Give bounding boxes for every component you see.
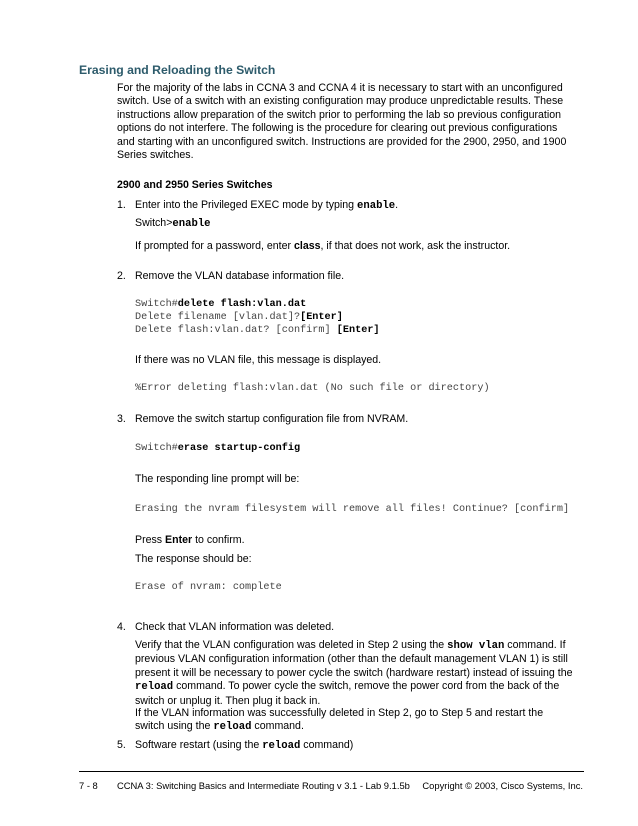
step-1-prompt: Switch> xyxy=(135,217,173,229)
step-2-code-line-2 xyxy=(135,312,343,323)
step-1-note-password: class xyxy=(293,240,321,252)
step-2-text: Remove the VLAN database information file. xyxy=(135,270,345,282)
step-1-text-pre: Enter into the Privileged EXEC mode by typing xyxy=(135,199,357,211)
step-4-p1-a: Verify that the VLAN configuration was deleted in Step 2 using the xyxy=(135,639,448,651)
step-1-number: 1. xyxy=(117,199,126,211)
step-2-note: If there was no VLAN file, this message is displayed. xyxy=(135,354,382,366)
step-3-response: Erase of nvram: complete xyxy=(135,582,282,593)
step-3-prompt: Switch# xyxy=(135,443,178,454)
step-3-text: Remove the switch startup configuration file from NVRAM. xyxy=(135,413,409,425)
step-2-code-line-1 xyxy=(135,299,306,310)
step-4-p2-b: command. xyxy=(251,720,304,733)
step-5-command: reload xyxy=(262,740,301,752)
step-2-line-3-text: Delete flash:vlan.dat? [confirm] xyxy=(135,325,337,336)
step-2-line-2-text: Delete filename [vlan.dat]? xyxy=(135,312,301,323)
step-3-press-post: to confirm. xyxy=(192,534,245,546)
step-3-press-key: Enter xyxy=(165,534,193,546)
step-5-text xyxy=(135,739,353,752)
step-4-number: 4. xyxy=(117,621,126,633)
step-2-error-output: %Error deleting flash:vlan.dat (No such file or directory) xyxy=(135,383,490,394)
intro-paragraph: For the majority of the labs in CCNA 3 and CCNA 4 it is necessary to start with an unconfigured switch. Use of a switch with an existing configuration may produce unpredictable results. These instructions allow preparation of the switch prior to performing the lab so previous configuration options do not interfere. The following is the procedure for clearing out previous configurations and starting with an unconfigured switch. Instructions are provided for the 2900, 2950, and 1900 Series switches. xyxy=(117,82,567,162)
step-4-p1-command-reload: reload xyxy=(135,681,174,694)
footer-page-number: 7 - 8 xyxy=(79,780,98,791)
step-3-press-enter xyxy=(135,534,245,546)
step-4-paragraph-2 xyxy=(135,707,573,735)
step-2-line-1-command: delete flash:vlan.dat xyxy=(177,299,307,310)
step-4-p2-a: If the VLAN information was successfully deleted in Step 2, go to Step 5 and restart the switch using the xyxy=(135,707,544,733)
step-3-response-note: The response should be: xyxy=(135,553,252,565)
step-1-text xyxy=(135,199,398,212)
step-4-paragraph-1 xyxy=(135,639,573,708)
step-2-line-3-key: [Enter] xyxy=(336,325,380,336)
step-1-text-post: . xyxy=(395,199,399,211)
step-2-line-1-prompt: Switch# xyxy=(135,299,178,310)
step-3-command: erase startup-config xyxy=(177,443,301,454)
step-3-number: 3. xyxy=(117,413,126,425)
step-4-p2-command-reload: reload xyxy=(213,721,252,734)
subheading: 2900 and 2950 Series Switches xyxy=(117,179,273,191)
step-4-p1-b: command. If previous VLAN configuration information (other than the default management VLAN 1) is still present it will be necessary to power cycle the switch (hardware restart) instead of issuing the xyxy=(135,639,573,679)
step-5-text-b: command) xyxy=(300,739,354,751)
step-1-note xyxy=(135,240,510,252)
footer-course-title: CCNA 3: Switching Basics and Intermediate Routing v 3.1 - Lab 9.1.5b xyxy=(117,780,410,791)
step-2-number: 2. xyxy=(117,270,126,282)
step-3-note: The responding line prompt will be: xyxy=(135,473,300,485)
step-1-note-pre: If prompted for a password, enter xyxy=(135,240,294,252)
step-3-press-pre: Press xyxy=(135,534,166,546)
step-1-note-post: , if that does not work, ask the instructor. xyxy=(320,240,511,252)
step-2-code-line-3 xyxy=(135,325,380,336)
step-4-p1-command-show-vlan: show vlan xyxy=(447,640,505,652)
step-1-command: enable xyxy=(357,200,396,212)
section-title: Erasing and Reloading the Switch xyxy=(79,63,276,77)
step-1-prompt-line xyxy=(135,217,211,230)
step-5-number: 5. xyxy=(117,739,126,751)
step-1-prompt-command: enable xyxy=(172,218,211,230)
step-3-code-line xyxy=(135,443,300,454)
step-4-p1-c: command. To power cycle the switch, remove the power cord from the back of the switch or unplug it. Then plug it back in. xyxy=(135,680,560,707)
footer-copyright: Copyright © 2003, Cisco Systems, Inc. xyxy=(422,780,583,791)
step-4-text: Check that VLAN information was deleted. xyxy=(135,621,335,633)
step-3-output: Erasing the nvram filesystem will remove all files! Continue? [confirm] xyxy=(135,504,570,515)
footer-rule xyxy=(79,771,584,772)
step-2-line-2-key: [Enter] xyxy=(300,312,343,323)
step-5-text-a: Software restart (using the xyxy=(135,739,263,751)
